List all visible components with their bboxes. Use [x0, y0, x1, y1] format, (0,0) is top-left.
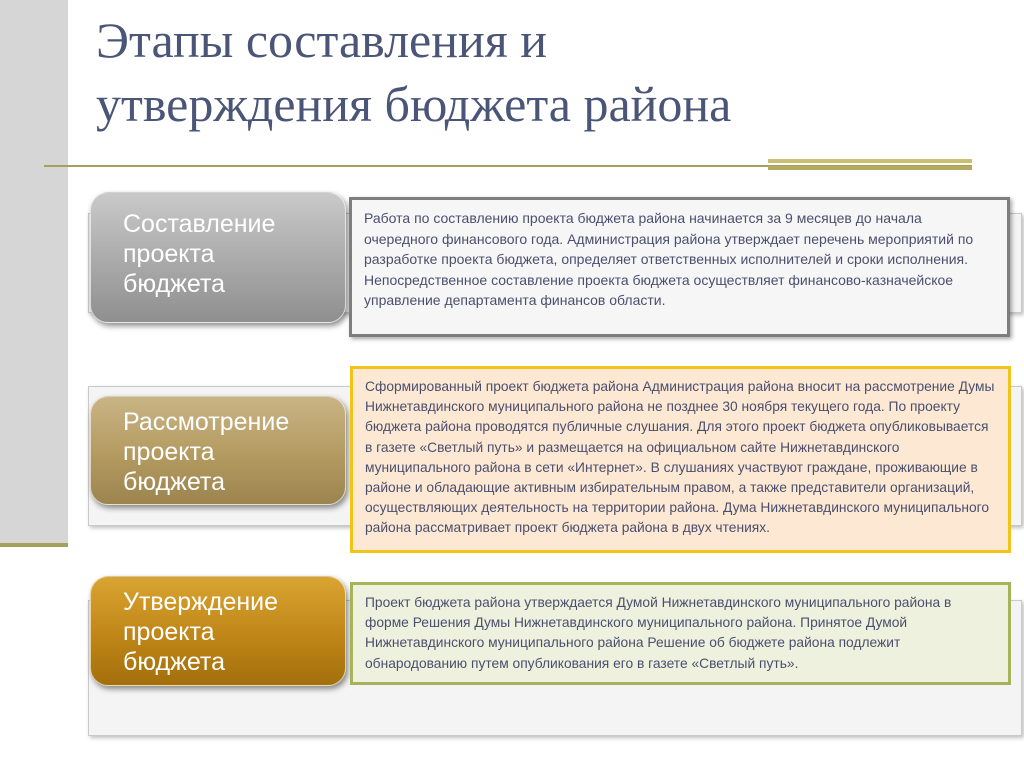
stage-2-label-line-2: проекта	[123, 438, 215, 466]
stage-2-label-line-1: Рассмотрение	[123, 408, 290, 436]
stage-1-label-line-1: Составление	[123, 210, 276, 238]
stage-1-description: Работа по составлению проекта бюджета района начинается за 9 месяцев до начала очередного финансового года. Администрация района утверждает перечень мероприятий по разработке проекта бюджета, определяет ответственных исполнителей и сроки исполнения. Непосредственное составление проекта бюджета осуществляет финансово-казначейское управление департамента финансов области.	[349, 197, 1010, 337]
stage-2-label	[90, 396, 346, 505]
left-bar-underline	[0, 543, 68, 547]
left-decorative-bar	[0, 0, 68, 545]
title-line-2: утверждения бюджета района	[96, 76, 732, 132]
title-divider-accent	[768, 159, 972, 177]
stage-3-description: Проект бюджета района утверждается Думой Нижнетавдинского муниципального района в форме Решения Думы Нижнетавдинского муниципального района. Принятое Думой Нижнетавдинского муниципального района Решение об бюджете района подлежит обнародованию путем опубликования его в газете «Светлый путь».	[350, 582, 1011, 685]
stage-1-label-line-3: бюджета	[123, 270, 225, 298]
slide-title	[96, 8, 996, 136]
stage-3-label-line-1: Утверждение	[123, 588, 279, 616]
stage-1-label-line-2: проекта	[123, 240, 215, 268]
stage-3-label	[90, 576, 346, 686]
stage-2-description: Сформированный проект бюджета района Администрация района вносит на рассмотрение Думы Нижнетавдинского муниципального района не позднее 30 ноября текущего года. По проекту бюджета района проводятся публичные слушания. Для этого проект бюджета опубликовывается в газете «Светлый путь» и размещается на официальном сайте Нижнетавдинского муниципального района в сети «Интернет». В слушаниях участвуют граждане, проживающие в районе и обладающие активным избирательным правом, а также представители организаций, осуществляющих деятельность на территории района. Дума Нижнетавдинского муниципального района рассматривает проект бюджета района в двух чтениях.	[350, 366, 1011, 553]
stage-2-label-line-3: бюджета	[123, 468, 225, 496]
title-line-1: Этапы составления и	[96, 12, 548, 68]
stage-1-label	[90, 192, 346, 323]
stage-3-label-line-2: проекта	[123, 618, 215, 646]
stage-3-label-line-3: бюджета	[123, 648, 225, 676]
